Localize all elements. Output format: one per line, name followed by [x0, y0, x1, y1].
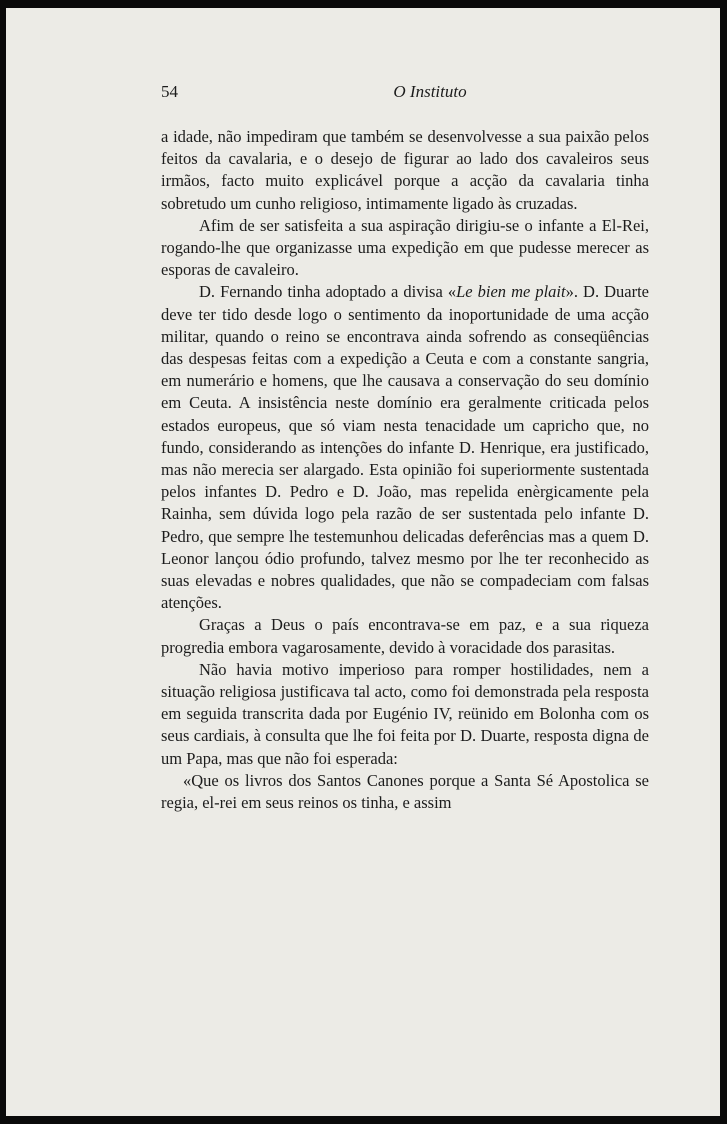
paragraph-3-intro: D. Fernando tinha adoptado a divisa «	[199, 282, 457, 302]
page-header	[161, 82, 649, 112]
page-number: 54	[161, 82, 178, 101]
paragraph-6-quote: «Que os livros dos Santos Canones porque a Santa Sé Apostolica se regia, el-rei em seus reinos os tinha, e assim	[161, 770, 649, 813]
paragraph-2: Afim de ser satisfeita a sua aspiração dirigiu-se o infante a El-Rei, rogando-lhe que organizasse uma expedição em que pudesse merecer as esporas de cavaleiro.	[161, 215, 649, 280]
paragraph-4: Graças a Deus o país encontrava-se em paz, e a sua riqueza progredia embora vagarosamente, devido à voracidade dos parasitas.	[161, 615, 649, 657]
paragraph-3	[161, 281, 649, 614]
book-page	[6, 8, 720, 1116]
running-title: O Instituto	[393, 82, 467, 101]
paragraph-3-body: ». D. Duarte deve ter tido desde logo o sentimento da inoportunidade de uma acção militar, quando o reino se encontrava ainda sofrendo as conseqüências das despesas feitas com a expedição a Ceuta e com a constante sangria, em numerário e homens, que lhe causava a conservação do seu domínio em Ceuta. A insistência neste domínio era geralmente criticada pelos estados europeus, que só viam nesta tenacidade um capricho que, no fundo, considerando as intenções do infante D. Henrique, era justificado, mas não merecia ser alargado. Esta opinião foi superiormente sustentada pelos infantes D. Pedro e D. João, mas repelida enèrgicamente pela Rainha, sem dúvida logo pela razão de ser sustentada pelo infante D. Pedro, que sempre lhe testemunhou delicadas deferências mas a quem D. Leonor lançou ódio profundo, talvez mesmo por lhe ter reconhecido as suas elevadas e nobres qualidades, que não se compadeciam com falsas atenções.	[161, 282, 649, 613]
paragraph-1: a idade, não impediram que também se desenvolvesse a sua paixão pelos feitos da cavalaria, e o desejo de figurar ao lado dos cavaleiros seus irmãos, facto muito explicável porque a acção da cavalaria tinha sobretudo um cunho religioso, intimamente ligado às cruzadas.	[161, 127, 649, 213]
motto-text: Le bien me plait	[456, 282, 566, 302]
body-text	[161, 126, 649, 814]
paragraph-5: Não havia motivo imperioso para romper hostilidades, nem a situação religiosa justificava tal acto, como foi demonstrada pela resposta em seguida transcrita dada por Eugénio IV, reünido em Bolonha com os seus cardiais, à consulta que lhe foi feita por D. Duarte, resposta digna de um Papa, mas que não foi esperada:	[161, 659, 649, 768]
